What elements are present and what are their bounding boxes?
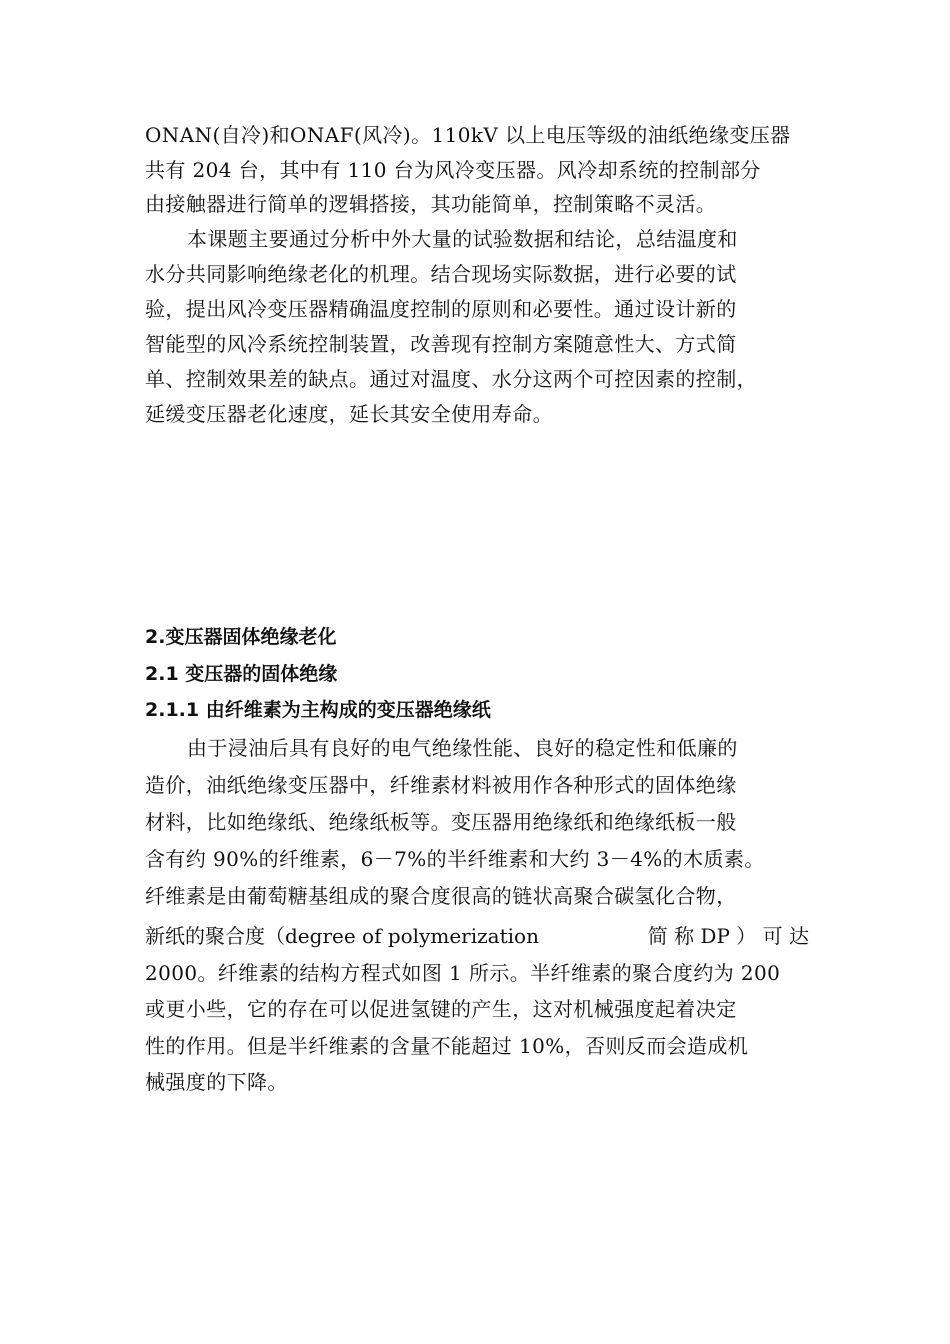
section-heading-3: 2.1.1 由纤维素为主构成的变压器绝缘纸: [145, 699, 491, 721]
text-line: 单、控制效果差的缺点。通过对温度、水分这两个可控因素的控制，: [145, 367, 757, 391]
text-line: 造价，油纸绝缘变压器中，纤维素材料被用作各种形式的固体绝缘: [145, 773, 737, 797]
text-line: 纤维素是由葡萄糖基组成的聚合度很高的链状高聚合碳氢化合物，: [145, 884, 737, 908]
text-line: 延缓变压器老化速度，延长其安全使用寿命。: [145, 402, 553, 426]
text-line: ONAN(自冷)和ONAF(风冷)。110kV 以上电压等级的油纸绝缘变压器: [145, 123, 791, 147]
text-line: 由于浸油后具有良好的电气绝缘性能、良好的稳定性和低廉的: [187, 736, 738, 760]
text-line: 共有 204 台，其中有 110 台为风冷变压器。风冷却系统的控制部分: [145, 158, 761, 182]
text-line: 含有约 90%的纤维素，6－7%的半纤维素和大约 3－4%的木质素。: [145, 847, 765, 871]
section-heading-2: 2.1 变压器的固体绝缘: [145, 663, 338, 685]
text-line: 智能型的风冷系统控制装置，改善现有控制方案随意性大、方式简: [145, 332, 737, 356]
text-line: 本课题主要通过分析中外大量的试验数据和结论，总结温度和: [187, 227, 738, 251]
text-line-justified: [145, 922, 809, 950]
text-line: 验，提出风冷变压器精确温度控制的原则和必要性。通过设计新的: [145, 297, 737, 321]
text-line: 性的作用。但是半纤维素的含量不能超过 10%，否则反而会造成机: [145, 1034, 749, 1058]
section-heading-1: 2.变压器固体绝缘老化: [145, 626, 337, 648]
text-line: 材料，比如绝缘纸、绝缘纸板等。变压器用绝缘纸和绝缘纸板一般: [145, 810, 737, 834]
text-line: 械强度的下降。: [145, 1070, 288, 1094]
text-line: 由接触器进行简单的逻辑搭接，其功能简单，控制策略不灵活。: [145, 192, 717, 216]
text-line: 2000。纤维素的结构方程式如图 1 所示。半纤维素的聚合度约为 200: [145, 961, 781, 985]
text-line-left: 新纸的聚合度（degree of polymerization: [145, 924, 539, 948]
text-line-right: 简 称 DP ） 可 达: [647, 924, 809, 948]
text-line: 或更小些，它的存在可以促进氢键的产生，这对机械强度起着决定: [145, 997, 737, 1021]
text-line: 水分共同影响绝缘老化的机理。结合现场实际数据，进行必要的试: [145, 262, 737, 286]
